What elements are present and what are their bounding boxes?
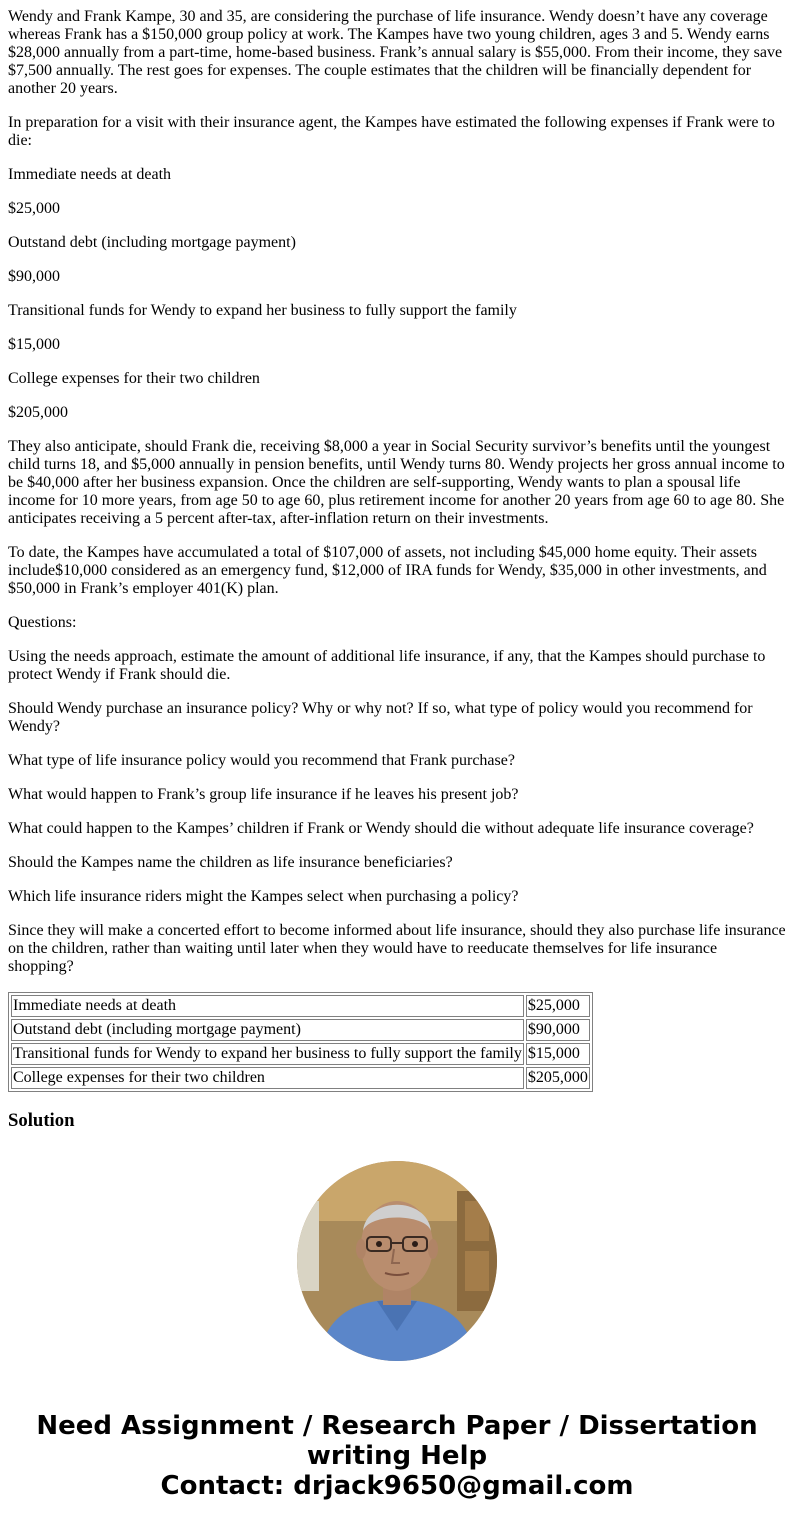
expense-line: Outstand debt (including mortgage payment) [8, 234, 296, 251]
promo-banner [0, 1411, 794, 1501]
table-row [11, 1067, 590, 1089]
expense-item-cell: Transitional funds for Wendy to expand her business to fully support the family [11, 1043, 524, 1065]
question: What would happen to Frank’s group life insurance if he leaves his present job? [8, 786, 519, 803]
questions-heading: Questions: [8, 614, 77, 631]
expense-line: Transitional funds for Wendy to expand her business to fully support the family [8, 302, 517, 319]
assets-paragraph: To date, the Kampes have accumulated a total of $107,000 of assets, not including $45,000 home equity. Their assets include$10,000 considered as an emergency fund, $12,000 of IRA funds for Wendy, $35,000 in other investments, and $50,000 in Frank’s employer 401(K) plan. [8, 544, 767, 597]
table-row [11, 995, 590, 1017]
tutor-portrait [297, 1161, 497, 1361]
promo-line: writing Help [306, 1441, 488, 1471]
expense-amount-cell: $90,000 [526, 1019, 590, 1041]
expense-line: $90,000 [8, 268, 60, 285]
question: Which life insurance riders might the Kampes select when purchasing a policy? [8, 888, 519, 905]
expense-amount-cell: $205,000 [526, 1067, 590, 1089]
question: What could happen to the Kampes’ children if Frank or Wendy should die without adequate life insurance coverage? [8, 820, 754, 837]
expense-item-cell: Immediate needs at death [11, 995, 524, 1017]
expense-item-cell: Outstand debt (including mortgage payment) [11, 1019, 524, 1041]
expense-table [8, 992, 593, 1092]
expense-amount-cell: $15,000 [526, 1043, 590, 1065]
promo-line: Need Assignment / Research Paper / Dissertation [36, 1411, 758, 1441]
table-row [11, 1019, 590, 1041]
expense-amount-cell: $25,000 [526, 995, 590, 1017]
question: Since they will make a concerted effort to become informed about life insurance, should they also purchase life insurance on the children, rather than waiting until later when they would have to reeducate themselves for life insurance shopping? [8, 922, 786, 975]
expense-line: $25,000 [8, 200, 60, 217]
expense-item-cell: College expenses for their two children [11, 1067, 524, 1089]
benefits-paragraph: They also anticipate, should Frank die, receiving $8,000 a year in Social Security survivor’s benefits until the youngest child turns 18, and $5,000 annually in pension benefits, until Wendy turns 80. Wendy projects her gross annual income to be $40,000 after her business expansion. Once the children are self-supporting, Wendy wants to plan a spousal life income for 10 more years, from age 50 to age 60, plus retirement income for another 20 years from age 60 to age 80. She anticipates receiving a 5 percent after-tax, after-inflation return on their investments. [8, 438, 785, 527]
expense-line: Immediate needs at death [8, 166, 172, 183]
table-row [11, 1043, 590, 1065]
question: Should the Kampes name the children as life insurance beneficiaries? [8, 854, 453, 871]
intro-paragraph: Wendy and Frank Kampe, 30 and 35, are considering the purchase of life insurance. Wendy doesn’t have any coverage whereas Frank has a $150,000 group policy at work. The Kampes have two young children, ages 3 and 5. Wendy earns $28,000 annually from a part-time, home-based business. Frank’s annual salary is $55,000. From their income, they save $7,500 annually. The rest goes for expenses. The couple estimates that the children will be financially dependent for another 20 years. [8, 8, 783, 97]
expense-line: College expenses for their two children [8, 370, 260, 387]
question: Using the needs approach, estimate the amount of additional life insurance, if any, that the Kampes should purchase to protect Wendy if Frank should die. [8, 648, 766, 683]
promo-contact: Contact: drjack9650@gmail.com [160, 1471, 634, 1501]
expense-line: $205,000 [8, 404, 68, 421]
preparation-paragraph: In preparation for a visit with their insurance agent, the Kampes have estimated the following expenses if Frank were to die: [8, 114, 775, 149]
question: Should Wendy purchase an insurance policy? Why or why not? If so, what type of policy would you recommend for Wendy? [8, 700, 753, 735]
document-body [0, 8, 794, 1132]
expense-line: $15,000 [8, 336, 60, 353]
question: What type of life insurance policy would you recommend that Frank purchase? [8, 752, 515, 769]
avatar [297, 1161, 497, 1361]
solution-heading: Solution [8, 1110, 75, 1131]
